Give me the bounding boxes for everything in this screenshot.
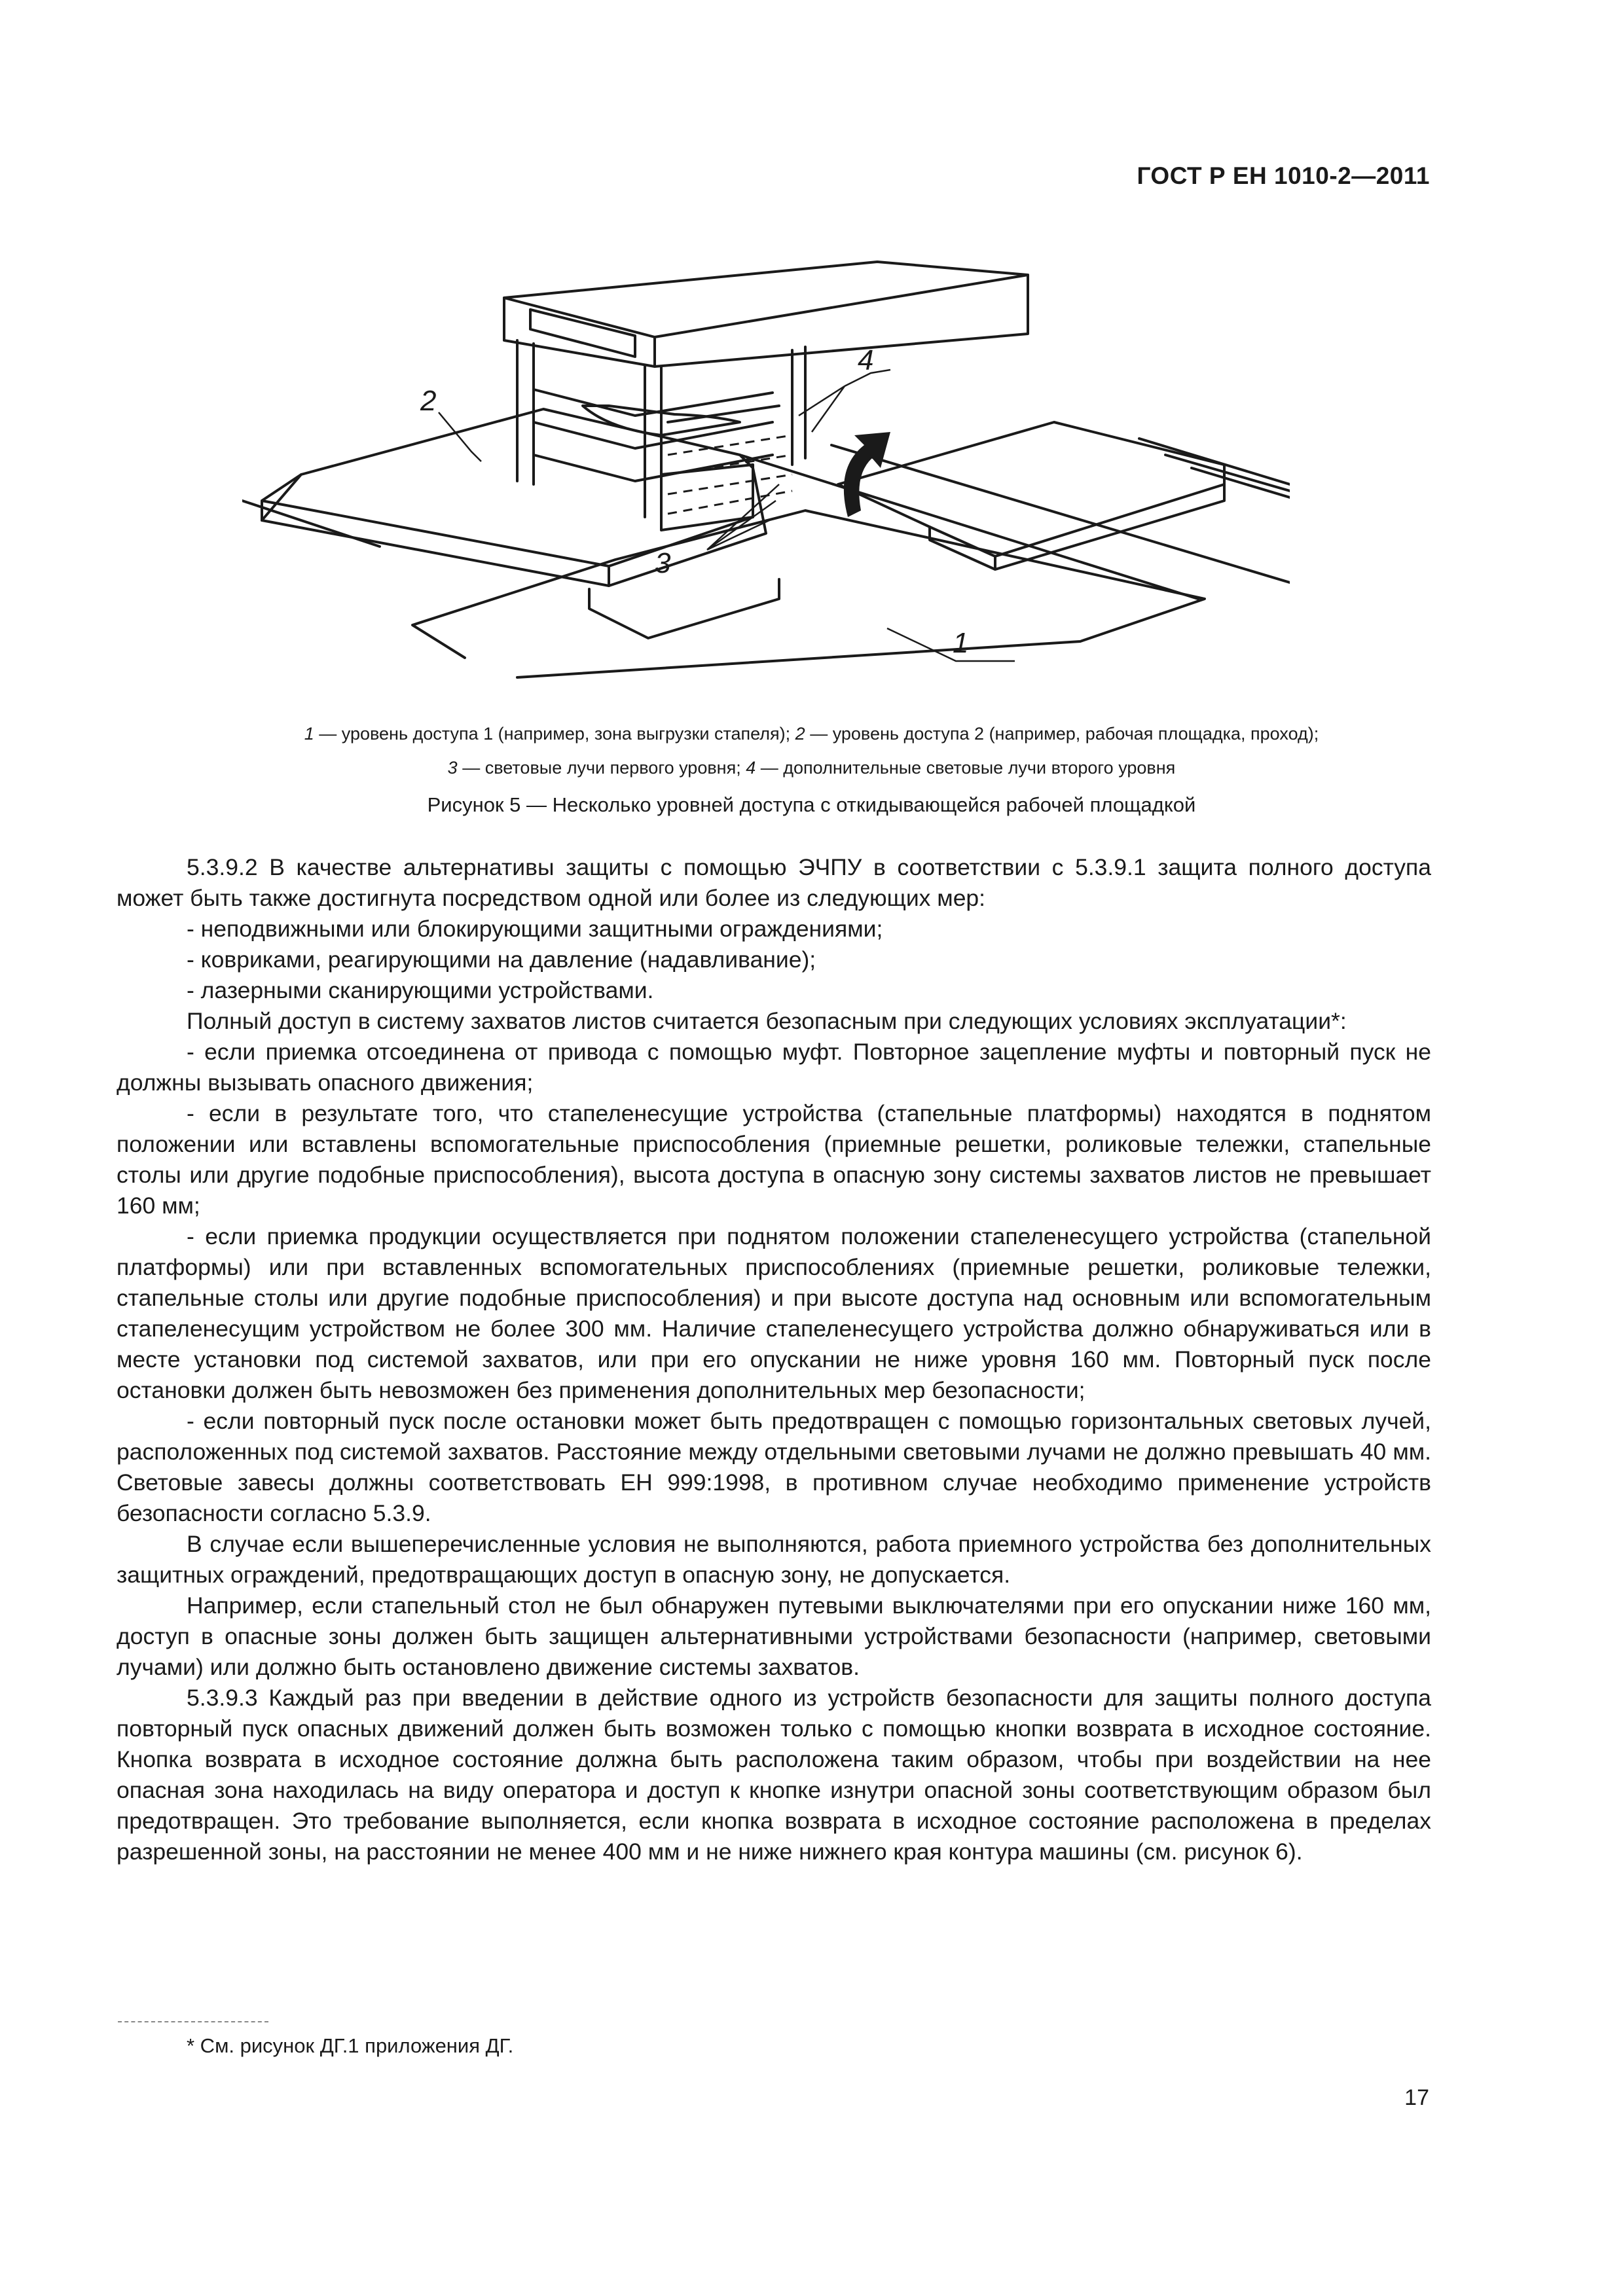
list-item: - если повторный пуск после остановки может быть предотвращен с помощью горизонтальных световых лучей, расположенных под системой захватов. Расстояние между отдельными световыми лучами не должно превышать 40 мм. Световые завесы должны соответствовать ЕН 999:1998, в противном случае необходимо применение устройств безопасности согласно 5.3.9. [117, 1408, 1431, 1526]
floor-level-1 [412, 511, 1205, 677]
document-code-header: ГОСТ Р ЕН 1010-2—2011 [1137, 162, 1430, 189]
list-item: - лазерными сканирующими устройствами. [187, 977, 654, 1003]
footnote: * См. рисунок ДГ.1 приложения ДГ. [187, 2034, 514, 2057]
list-item: - если в результате того, что стапеленесущие устройства (стапельные платформы) находятся в поднятом положении или вставлены вспомогательные приспособления (приемные решетки, роликовые тележки, стапельные столы или другие подобные приспособления), высота доступа в опасную зону системы захватов листов не превышает 160 мм; [117, 1100, 1431, 1219]
paragraph: Полный доступ в систему захватов листов считается безопасным при следующих условиях эксплуатации*: [187, 1008, 1347, 1034]
list-item: - неподвижными или блокирующими защитными ограждениями; [187, 916, 883, 942]
callout-1: 1 [953, 627, 969, 659]
figure-caption: Рисунок 5 — Несколько уровней доступа с откидывающейся рабочей площадкой [427, 793, 1196, 816]
paragraph: В случае если вышеперечисленные условия не выполняются, работа приемного устройства без дополнительных защитных ограждений, предотвращающих доступ в опасную зону, не допускается. [117, 1531, 1431, 1588]
list-item: - если приемка отсоединена от привода с помощью муфт. Повторное зацепление муфты и повторный пуск не должны вызывать опасного движения; [117, 1039, 1431, 1096]
platform-left [262, 409, 766, 586]
page-number: 17 [1404, 2085, 1429, 2110]
platform-step [589, 579, 779, 638]
callout-3: 3 [655, 547, 671, 579]
paragraph: 5.3.9.2 В качестве альтернативы защиты с помощью ЭЧПУ в соответствии с 5.3.9.1 защита полного доступа может быть также достигнута посредством одной или более из следующих мер: [117, 854, 1431, 911]
legend-line-2: 3 — световые лучи первого уровня; 4 — дополнительные световые лучи второго уровня [447, 758, 1176, 778]
callout-4: 4 [858, 344, 874, 376]
figure-drawing [242, 259, 1290, 691]
body-text [117, 852, 1431, 1867]
figure-legend [0, 717, 1623, 785]
machine-top-box [504, 262, 1028, 367]
footnote-divider [118, 2021, 268, 2022]
paragraph: Например, если стапельный стол не был обнаружен путевыми выключателями при его опускании ниже 160 мм, доступ в опасные зоны должен быть защищен альтернативными устройствами безопасности (например, световыми лучами) или должно быть остановлено движение системы захватов. [117, 1592, 1431, 1680]
platform-right [838, 422, 1224, 556]
list-item: - если приемка продукции осуществляется при поднятом положении стапеленесущего устройства (стапельной платформы) или при вставленных вспомогательных приспособлениях (приемные решетки, роликовые тележки, стапельные столы или другие подобные приспособления) и при высоте доступа над основным или вспомогательным стапеленесущим устройством не более 300 мм. Наличие стапеленесущего устройства должно обнаруживаться или в месте установки под системой захватов, или при его опускании не ниже уровня 160 мм. Повторный пуск после остановки должен быть невозможен без применения дополнительных мер безопасности; [117, 1223, 1431, 1403]
paragraph: 5.3.9.3 Каждый раз при введении в действие одного из устройств безопасности для защиты полного доступа повторный пуск опасных движений должен быть возможен только с помощью кнопки возврата в исходное состояние. Кнопка возврата в исходное состояние должна быть расположена таким образом, чтобы при воздействии на нее опасная зона находилась на виду оператора и доступ к кнопке изнутри опасной зоны соответствующим образом был предотвращен. Это требование выполняется, если кнопка возврата в исходное состояние расположена в пределах разрешенной зоны, на расстоянии не менее 400 мм и не ниже нижнего края контура машины (см. рисунок 6). [117, 1685, 1431, 1865]
legend-line-1: 1 — уровень доступа 1 (например, зона выгрузки стапеля); 2 — уровень доступа 2 (например, рабочая площадка, проход); [304, 724, 1319, 744]
light-beam-level-1 [668, 475, 792, 514]
list-item: - ковриками, реагирующими на давление (надавливание); [187, 946, 816, 973]
callout-2: 2 [420, 385, 437, 417]
